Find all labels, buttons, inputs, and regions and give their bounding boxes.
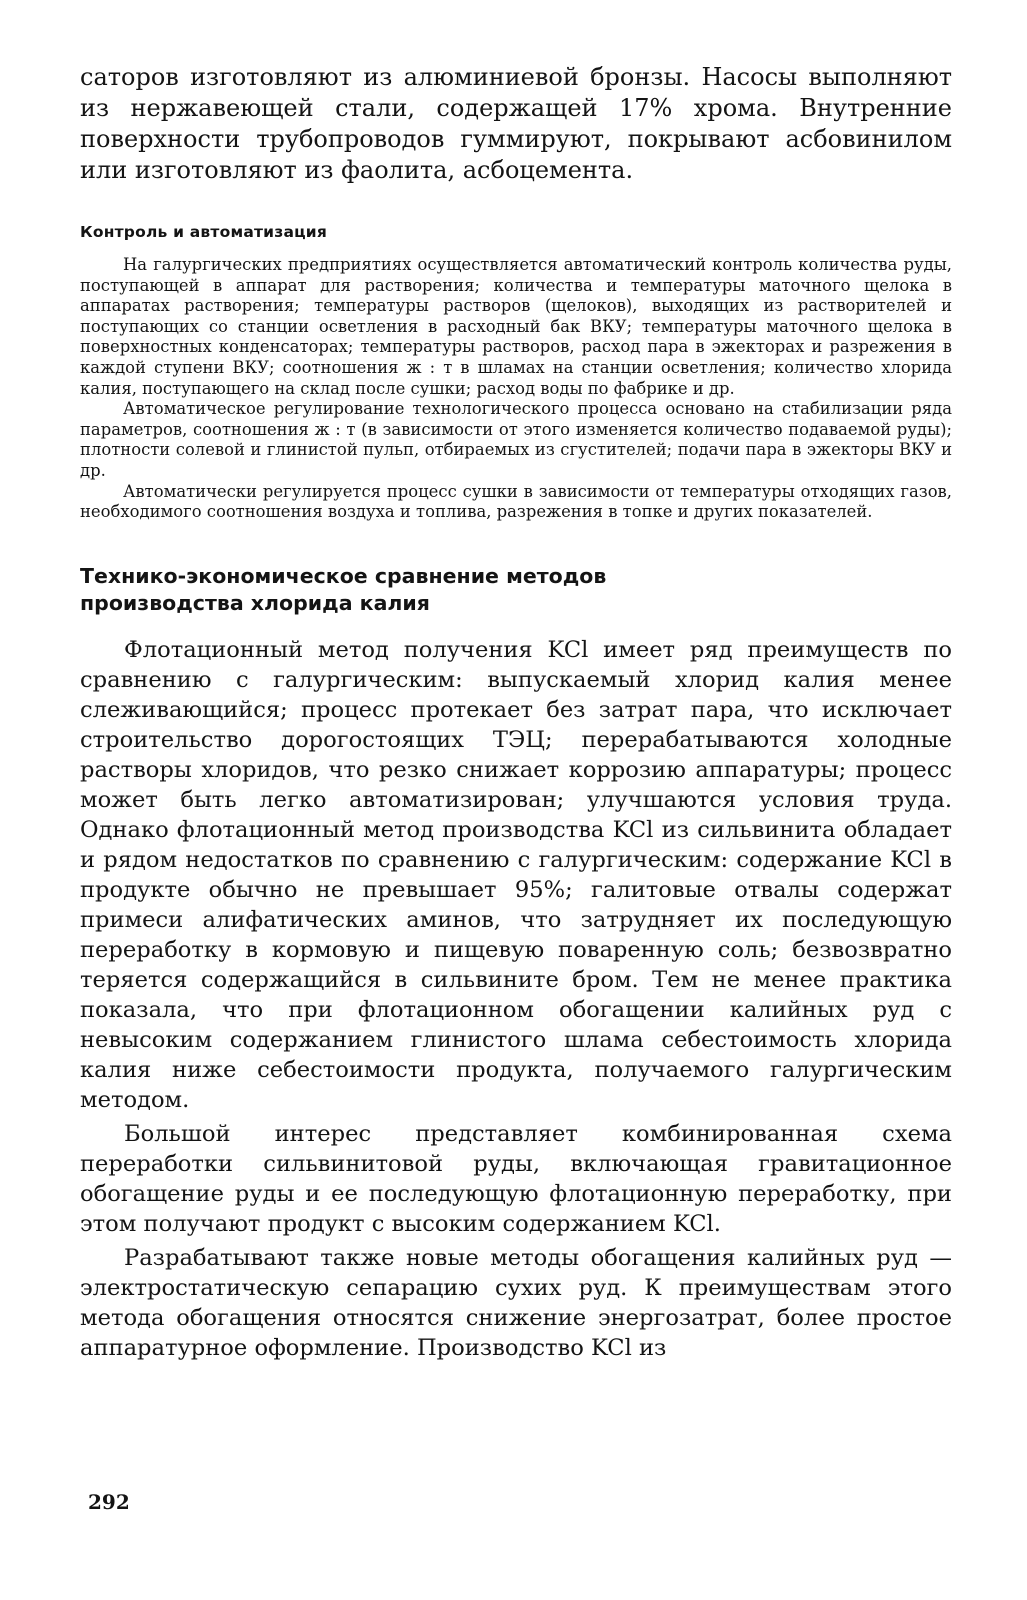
paragraph: Флотационный метод получения KCl имеет ряд преимуществ по сравнению с галургическим: выпускаемый хлорид калия менее слеживающийся; процесс протекает без затрат пара, что исключает строительство дорогостоящих ТЭЦ; перерабатываются холодные растворы хлоридов, что резко снижает коррозию аппаратуры; процесс может быть легко автоматизирован; улучшаются условия труда. Однако флотационный метод производства KCl из сильвинита обладает и рядом недостатков по сравнению с галургическим: содержание KCl в продукте обычно не превышает 95%; галитовые отвалы содержат примеси алифатических аминов, что затрудняет их последующую переработку в кормовую и пищевую поваренную соль; безвозвратно теряется содержащийся в сильвините бром. Тем не менее практика показала, что при флотационном обогащении калийных руд с невысоким содержанием глинистого шлама себестоимость хлорида калия ниже себестоимости продукта, получаемого галургическим методом. bbox=[80, 636, 952, 1113]
paragraph: Большой интерес представляет комбинированная схема переработки сильвинитовой руды, включающая гравитационное обогащение руды и ее последующую флотационную переработку, при этом получают продукт с высоким содержанием KCl. bbox=[80, 1120, 952, 1237]
heading-line: производства хлорида калия bbox=[80, 590, 430, 615]
section-control-body bbox=[80, 255, 952, 523]
heading-line: Технико-экономическое сравнение методов bbox=[80, 563, 607, 588]
paragraph: Разрабатывают также новые методы обогащения калийных руд — электростатическую сепарацию сухих руд. К преимуществам этого метода обогащения относятся снижение энергозатрат, более простое аппаратурное оформление. Производство KCl из bbox=[80, 1244, 952, 1361]
section-heading-control: Контроль и автоматизация bbox=[80, 223, 328, 241]
page-number: 292 bbox=[88, 1490, 130, 1514]
paragraph: Автоматическое регулирование технологического процесса основано на стабилизации ряда параметров, соотношения ж : т (в зависимости от этого изменяется количество подаваемой руды); плотности солевой и глинистой пульп, отбираемых из сгустителей; подачи пара в эжекторы ВКУ и др. bbox=[80, 399, 952, 480]
paragraph: На галургических предприятиях осуществляется автоматический контроль количества руды, поступающей в аппарат для растворения; количества и температуры маточного щелока в аппаратах растворения; температуры растворов (щелоков), выходящих из растворителей и поступающих со станции осветления в расходный бак ВКУ; температуры маточного щелока в поверхностных конденсаторах; температуры растворов, расход пара в эжекторах и разрежения в каждой ступени ВКУ; соотношения ж : т в шламах на станции осветления; количество хлорида калия, поступающего на склад после сушки; расход воды по фабрике и др. bbox=[80, 255, 952, 398]
page-content bbox=[80, 62, 952, 1367]
continuation-paragraph: саторов изготовляют из алюминиевой бронзы. Насосы выполняют из нержавеющей стали, содержащей 17% хрома. Внутренние поверхности трубопроводов гуммируют, покрывают асбовинилом или изготовляют из фаолита, асбоцемента. bbox=[80, 63, 952, 184]
section-comparison-body bbox=[80, 635, 952, 1363]
paragraph: Автоматически регулируется процесс сушки в зависимости от температуры отходящих газов, необходимого соотношения воздуха и топлива, разрежения в топке и других показателей. bbox=[80, 481, 952, 522]
section-heading-comparison bbox=[80, 563, 952, 617]
